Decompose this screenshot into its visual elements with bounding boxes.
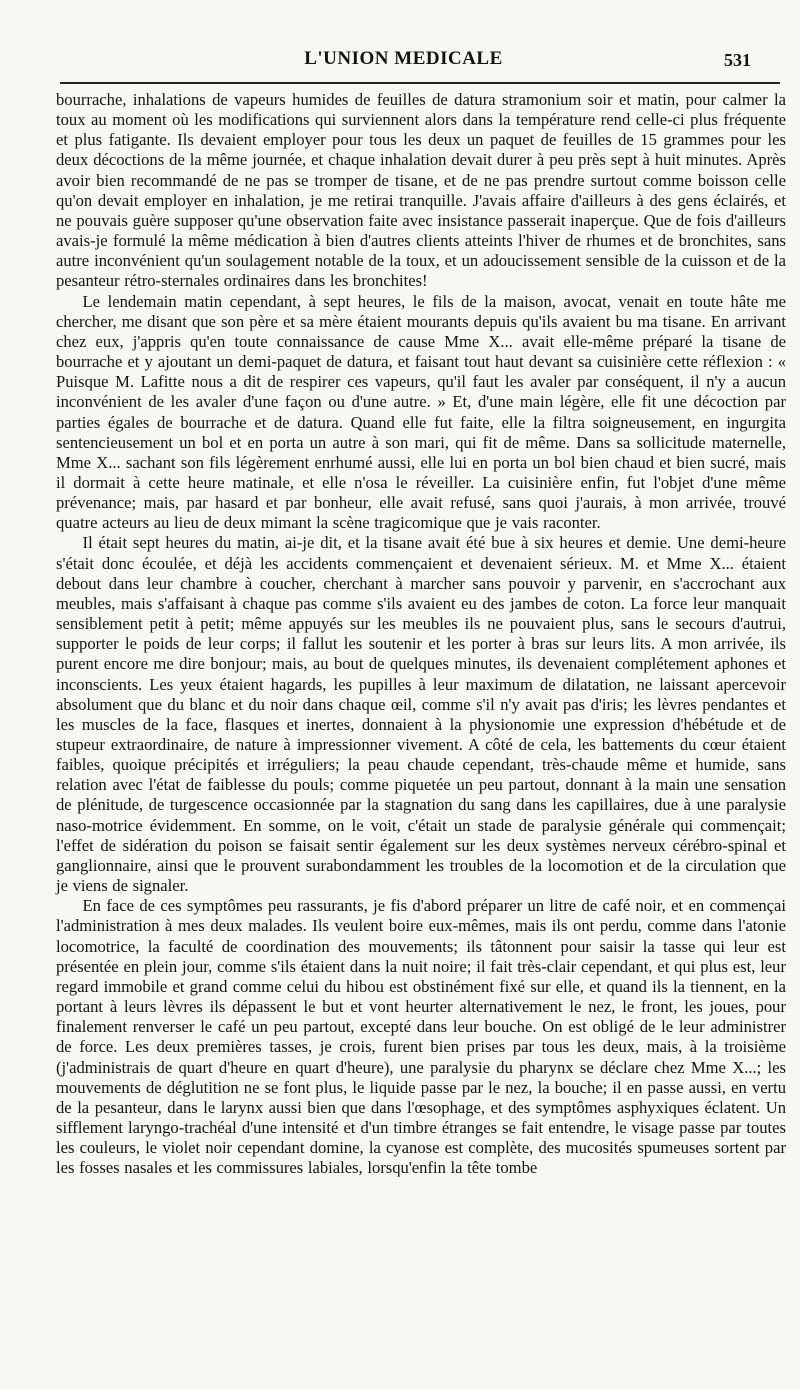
paragraph: Il était sept heures du matin, ai-je dit, et la tisane avait été bue à six heures et demie. Une demi-heure s'était donc écoulée, et déjà les accidents commençaient et devenaient sérieux. M. et Mme X... étaient debout dans leur chambre à coucher, cherchant à marcher sans pouvoir y parvenir, en s'accrochant aux meubles, mais s'affaisant à chaque pas comme s'ils avaient eu des jambes de coton. La force leur manquait sensiblement petit à petit; même appuyés sur les meubles ils ne pouvaient plus, sans le secours d'autrui, supporter le poids de leur corps; il fallut les soutenir et les porter à bras sur leurs lits. A mon arrivée, ils purent encore me dire bonjour; mais, au bout de quelques minutes, ils devenaient complétement aphones et inconscients. Les yeux étaient hagards, les pupilles à leur maximum de dilatation, ne laissant apercevoir absolument que du blanc et du noir dans chaque œil, comme s'il n'y avait pas d'iris; les lèvres pendantes et les muscles de la face, flasques et inertes, donnaient à la physionomie une expression d'hébétude et de stupeur extraordinaire, de nature à impressionner vivement. A côté de cela, les battements du cœur étaient faibles, quoique précipités et irréguliers; la peau chaude cependant, très-chaude même et humide, sans relation avec l'état de faiblesse du pouls; comme piquetée un peu partout, donnant à la main une sensation de plénitude, de turgescence occasionnée par la stagnation du sang dans les capillaires, due à une paralysie naso-motrice évidemment. En somme, on le voit, c'était un stade de paralysie générale qui commençait; l'effet de sidération du poison se faisait sentir également sur les deux systèmes nerveux cérébro-spinal et ganglionnaire, ainsi que le prouvent surabondamment les troubles de la locomotion et de la circulation que je viens de signaler. bbox=[56, 533, 786, 896]
page-number: 531 bbox=[724, 50, 751, 70]
page-header bbox=[56, 40, 751, 76]
header-rule bbox=[60, 82, 780, 84]
running-head: L'UNION MEDICALE bbox=[304, 48, 503, 69]
paragraph: Le lendemain matin cependant, à sept heures, le fils de la maison, avocat, venait en toute hâte me chercher, me disant que son père et sa mère étaient mourants depuis qu'ils avaient bu ma tisane. En arrivant chez eux, j'appris qu'en toute connaissance de cause Mme X... avait elle-même préparé la tisane de bourrache et y ajoutant un demi-paquet de datura, et faisant tout haut devant sa cuisinière cette réflexion : « Puisque M. Lafitte nous a dit de respirer ces vapeurs, qu'il faut les avaler par conséquent, il n'y a aucun inconvénient de les avaler d'une façon ou d'une autre. » Et, d'une main légère, elle fit une décoction par parties égales de bourrache et de datura. Quand elle fut faite, elle la filtra soigneusement, en ingurgita sentencieusement un bol et en porta un autre à son mari, qui fit de même. Dans sa sollicitude maternelle, Mme X... sachant son fils légèrement enrhumé aussi, elle lui en porta un bol bien chaud et bien sucré, mais il dormait à cette heure matinale, et elle n'osa le réveiller. La cuisinière enfin, fut l'objet d'une même prévenance; mais, par hasard et par bonheur, elle avait refusé, sans quoi j'aurais, à mon arrivée, trouvé quatre acteurs au lieu de deux mimant la scène tragicomique que je vais raconter. bbox=[56, 291, 786, 533]
paragraph: bourrache, inhalations de vapeurs humides de feuilles de datura stramonium soir et matin, pour calmer la toux au moment où les modifications qui surviennent alors dans la température rend celle-ci plus fréquente et plus fatigante. Ils devaient employer pour tous les deux un paquet de feuilles de 15 grammes pour les deux décoctions de la même journée, et chaque inhalation devait durer à peu près sept à huit minutes. Après avoir bien recommandé de ne pas se tromper de tisane, et de ne pas prendre surtout comme boisson celle qu'on devait employer en inhalation, je me retirai tranquille. J'avais affaire d'ailleurs à des gens éclairés, et ne pouvais guère supposer qu'une observation faite avec insistance passerait inaperçue. Que de fois d'ailleurs avais-je formulé la même médication à bien d'autres clients atteints l'hiver de rhumes et de bronchites, sans autre inconvénient qu'un soulagement notable de la toux, et un adoucissement sensible de la cuisson et de la pesanteur rétro-sternales ordinaires dans les bronchites! bbox=[56, 90, 786, 291]
paragraph: En face de ces symptômes peu rassurants, je fis d'abord préparer un litre de café noir, et en commençai l'administration à mes deux malades. Ils veulent boire eux-mêmes, mais ils ont perdu, comme dans l'atonie locomotrice, la faculté de coordination des mouvements; ils tâtonnent pour saisir la tasse qui leur est présentée en plein jour, comme s'ils étaient dans la nuit noire; il fait très-clair cependant, et qui plus est, leur regard immobile et grand comme celui du hibou est obstinément fixé sur elle, et quand ils la tiennent, en la portant à leurs lèvres ils dépassent le but et vont heurter alternativement le nez, le front, les joues, pour finalement renverser le café un peu partout, excepté dans leur bouche. On est obligé de le leur administrer de force. Les deux premières tasses, je crois, furent bien prises par tous les deux, mais, à la troisième (j'administrais de quart d'heure en quart d'heure), une paralysie du pharynx se déclare chez Mme X...; les mouvements de déglutition ne se font plus, le liquide passe par le nez, la bouche; il en passe aussi, en vertu de la pesanteur, dans le larynx aussi bien que dans l'œsophage, et des symptômes asphyxiques éclatent. Un sifflement laryngo-trachéal d'une intensité et d'un timbre étranges se fait entendre, le visage passe par toutes les couleurs, le violet noir cependant domine, la cyanose est complète, des mucosités spumeuses sortent par les fosses nasales et les commissures labiales, lorsqu'enfin la tête tombe bbox=[56, 896, 786, 1178]
article-body bbox=[56, 90, 786, 1178]
